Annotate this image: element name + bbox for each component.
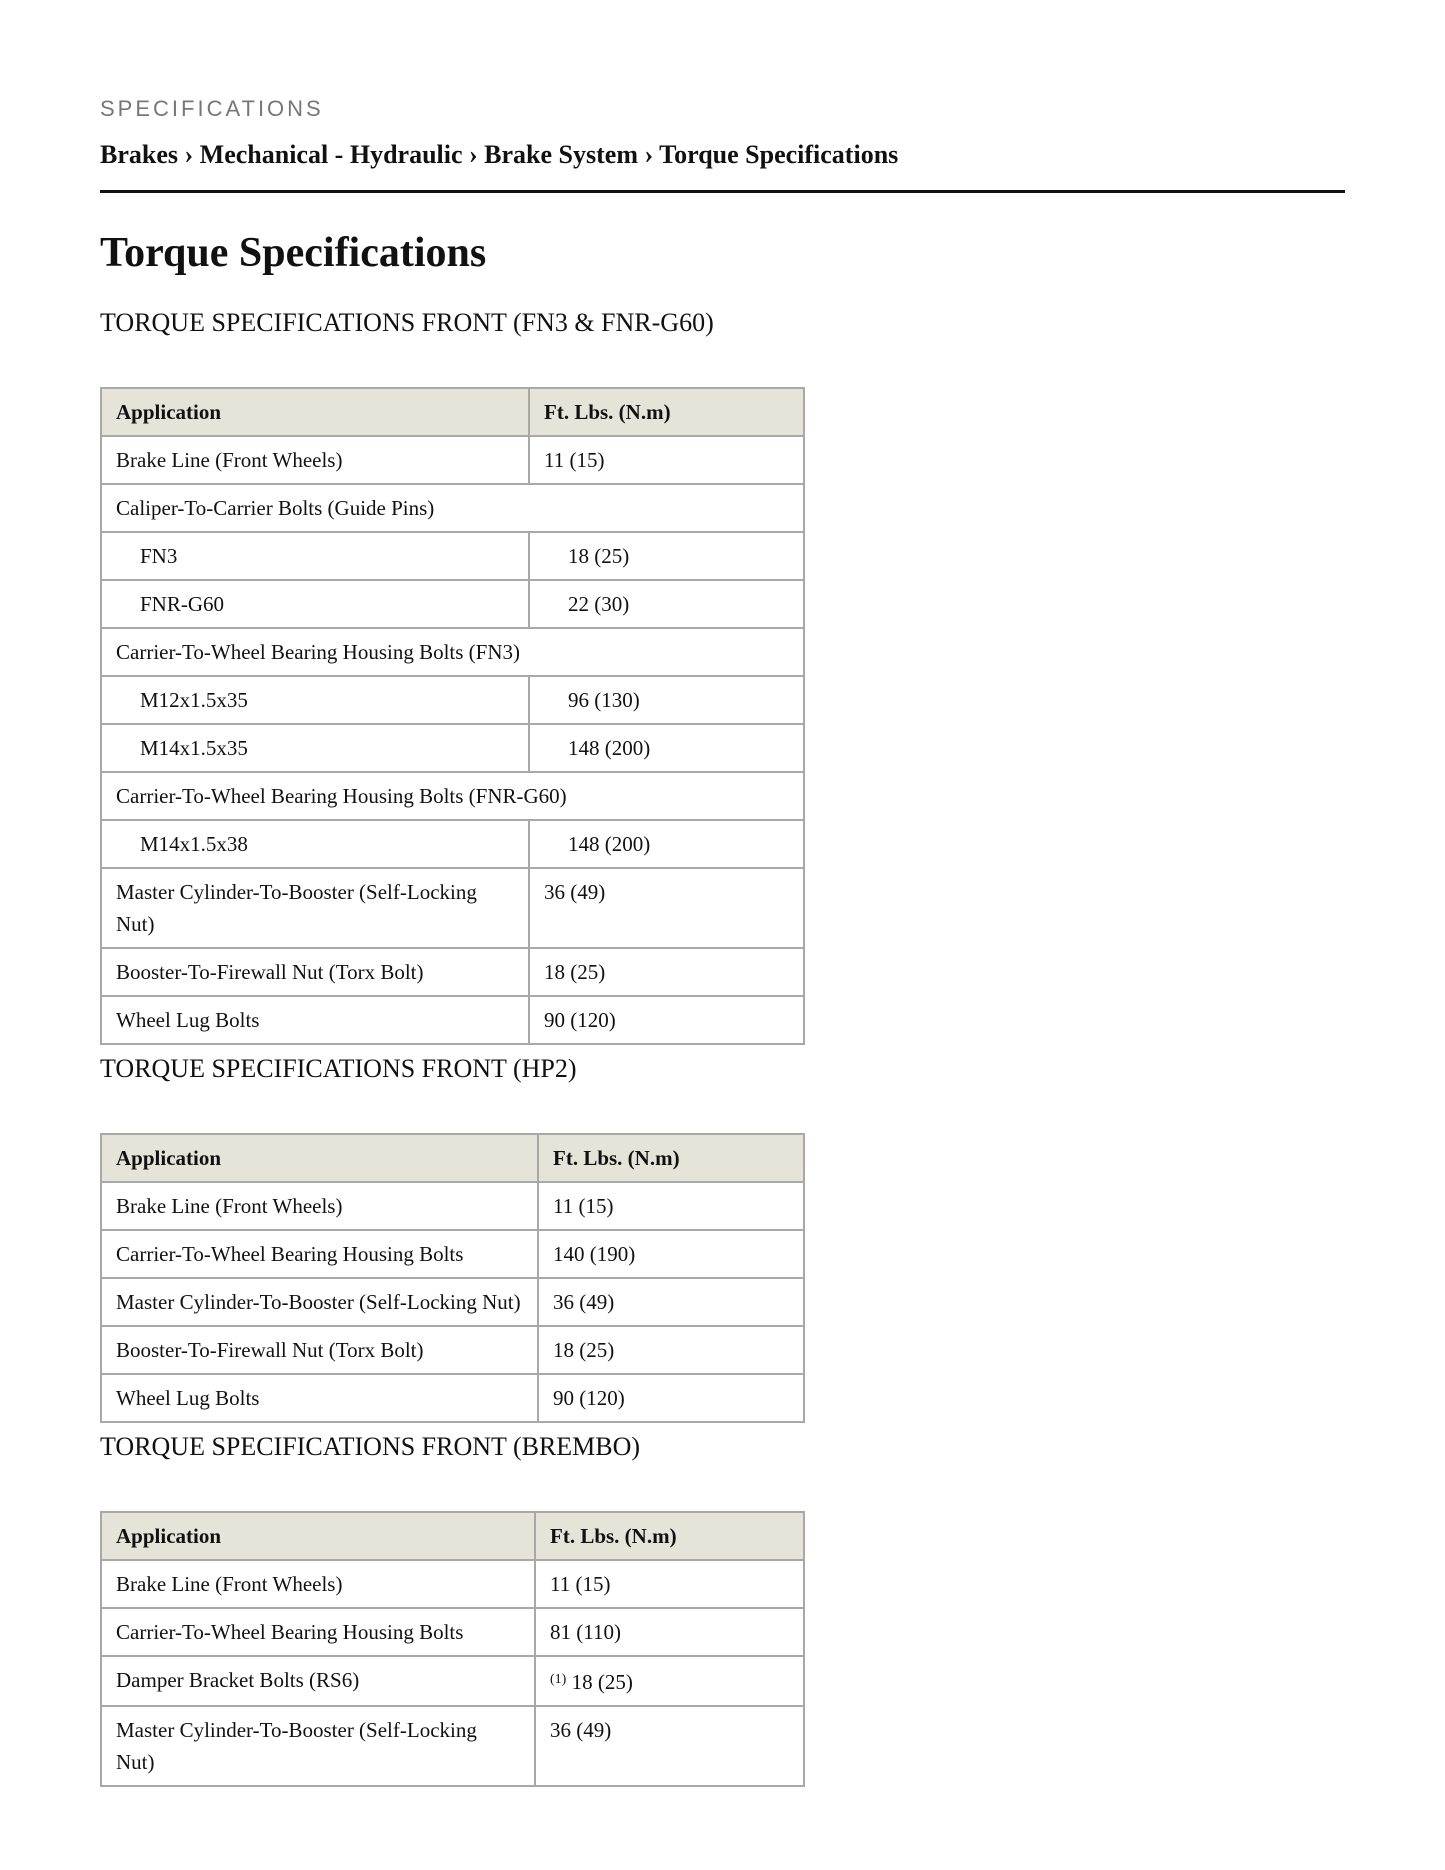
table-heading-brembo: TORQUE SPECIFICATIONS FRONT (BREMBO) — [100, 1432, 641, 1461]
table-row — [101, 532, 804, 580]
table-header-row — [101, 1512, 804, 1560]
application-cell: FN3 — [101, 532, 529, 580]
application-cell: Master Cylinder-To-Booster (Self-Locking Nut) — [101, 1278, 538, 1326]
table-row — [101, 436, 804, 484]
torque-value-cell: 22 (30) — [529, 580, 804, 628]
application-cell: Booster-To-Firewall Nut (Torx Bolt) — [101, 1326, 538, 1374]
table-row — [101, 1656, 804, 1706]
application-cell: FNR-G60 — [101, 580, 529, 628]
column-header-application: Application — [101, 388, 529, 436]
table-row — [101, 676, 804, 724]
torque-value-cell: 11 (15) — [535, 1560, 804, 1608]
column-header-torque: Ft. Lbs. (N.m) — [535, 1512, 804, 1560]
torque-value-cell: 18 (25) — [529, 948, 804, 996]
application-cell: Master Cylinder-To-Booster (Self-Locking Nut) — [101, 868, 529, 948]
torque-value-cell: 36 (49) — [529, 868, 804, 948]
table-row — [101, 868, 804, 948]
group-heading-cell: Caliper-To-Carrier Bolts (Guide Pins) — [101, 484, 804, 532]
table-row — [101, 1326, 804, 1374]
table-header-row — [101, 1134, 804, 1182]
torque-value-cell: 18 (25) — [529, 532, 804, 580]
application-cell: M14x1.5x38 — [101, 820, 529, 868]
table-row — [101, 1374, 804, 1422]
column-header-torque: Ft. Lbs. (N.m) — [538, 1134, 804, 1182]
torque-value-cell: 148 (200) — [529, 724, 804, 772]
application-cell: Booster-To-Firewall Nut (Torx Bolt) — [101, 948, 529, 996]
torque-value-cell: 18 (25) — [538, 1326, 804, 1374]
table-row — [101, 1706, 804, 1786]
breadcrumb: Brakes › Mechanical - Hydraulic › Brake System › Torque Specifications — [100, 140, 899, 169]
table-group-row — [101, 484, 804, 532]
table-row — [101, 1182, 804, 1230]
table-row — [101, 1560, 804, 1608]
table-row — [101, 580, 804, 628]
torque-value-cell — [535, 1656, 804, 1706]
torque-value-cell: 11 (15) — [529, 436, 804, 484]
torque-value-cell: 11 (15) — [538, 1182, 804, 1230]
table-row — [101, 820, 804, 868]
group-heading-cell: Carrier-To-Wheel Bearing Housing Bolts (FN3) — [101, 628, 804, 676]
application-cell: Carrier-To-Wheel Bearing Housing Bolts — [101, 1608, 535, 1656]
application-cell: Damper Bracket Bolts (RS6) — [101, 1656, 535, 1706]
footnote-marker: (1) — [550, 1672, 567, 1687]
column-header-application: Application — [101, 1512, 535, 1560]
application-cell: Brake Line (Front Wheels) — [101, 1182, 538, 1230]
torque-value-cell: 81 (110) — [535, 1608, 804, 1656]
table-row — [101, 948, 804, 996]
section-label: SPECIFICATIONS — [100, 96, 324, 121]
table-header-row — [101, 388, 804, 436]
application-cell: Brake Line (Front Wheels) — [101, 1560, 535, 1608]
table-row — [101, 1230, 804, 1278]
table-heading-fn3-fnr-g60: TORQUE SPECIFICATIONS FRONT (FN3 & FNR-G60) — [100, 308, 714, 337]
table-row — [101, 1608, 804, 1656]
group-heading-cell: Carrier-To-Wheel Bearing Housing Bolts (FNR-G60) — [101, 772, 804, 820]
application-cell: Carrier-To-Wheel Bearing Housing Bolts — [101, 1230, 538, 1278]
application-cell: M12x1.5x35 — [101, 676, 529, 724]
torque-table-fn3-fnr-g60 — [100, 387, 805, 1045]
torque-value-cell: 90 (120) — [529, 996, 804, 1044]
table-row — [101, 724, 804, 772]
page-title: Torque Specifications — [100, 230, 487, 276]
header-divider — [100, 190, 1345, 193]
torque-table-brembo — [100, 1511, 805, 1787]
table-row — [101, 1278, 804, 1326]
table-heading-hp2: TORQUE SPECIFICATIONS FRONT (HP2) — [100, 1054, 577, 1083]
table-group-row — [101, 628, 804, 676]
column-header-application: Application — [101, 1134, 538, 1182]
torque-value-cell: 148 (200) — [529, 820, 804, 868]
torque-value-cell: 36 (49) — [538, 1278, 804, 1326]
application-cell: Master Cylinder-To-Booster (Self-Locking Nut) — [101, 1706, 535, 1786]
application-cell: Wheel Lug Bolts — [101, 996, 529, 1044]
table-group-row — [101, 772, 804, 820]
torque-table-hp2 — [100, 1133, 805, 1423]
application-cell: Wheel Lug Bolts — [101, 1374, 538, 1422]
application-cell: M14x1.5x35 — [101, 724, 529, 772]
torque-value-cell: 90 (120) — [538, 1374, 804, 1422]
torque-value-cell: 140 (190) — [538, 1230, 804, 1278]
column-header-torque: Ft. Lbs. (N.m) — [529, 388, 804, 436]
application-cell: Brake Line (Front Wheels) — [101, 436, 529, 484]
torque-value-cell: 36 (49) — [535, 1706, 804, 1786]
torque-value: 18 (25) — [571, 1670, 633, 1694]
table-row — [101, 996, 804, 1044]
torque-value-cell: 96 (130) — [529, 676, 804, 724]
